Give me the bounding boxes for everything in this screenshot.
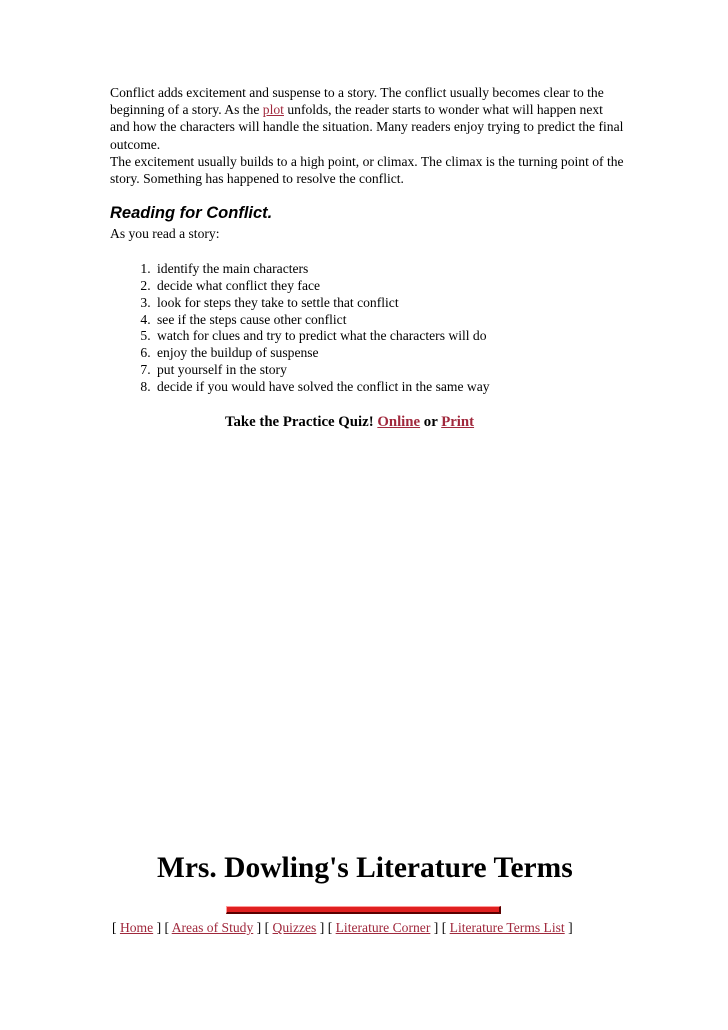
list-item: 6. enjoy the buildup of suspense [154, 345, 625, 362]
practice-quiz-line [225, 414, 474, 431]
steps-list [110, 261, 625, 395]
content-area [110, 84, 625, 396]
literature-terms-list-link[interactable]: Literature Terms List [449, 920, 565, 935]
print-quiz-link[interactable]: Print [441, 414, 475, 430]
intro-text-before: Conflict adds excitement and suspense to a story. The conflict usually becomes clear to the beginning of a story. As the [110, 85, 604, 118]
bracket: [ [327, 920, 333, 935]
literature-corner-link[interactable]: Literature Corner [335, 920, 431, 935]
list-item: 3. look for steps they take to settle that conflict [154, 295, 625, 312]
section-heading: Reading for Conflict. [110, 204, 273, 223]
list-item: 2. decide what conflict they face [154, 278, 625, 295]
list-item: 1. identify the main characters [154, 261, 625, 278]
bracket: ] [156, 920, 162, 935]
list-item: 8. decide if you would have solved the conflict in the same way [154, 379, 625, 396]
bracket: [ [264, 920, 270, 935]
bracket: [ [164, 920, 170, 935]
online-quiz-link[interactable]: Online [377, 414, 421, 430]
site-title: Mrs. Dowling's Literature Terms [157, 852, 573, 884]
plot-link[interactable]: plot [262, 102, 284, 118]
intro-paragraph [110, 84, 625, 187]
bracket: [ [441, 920, 447, 935]
footer-navigation [112, 919, 573, 936]
bracket: ] [319, 920, 325, 935]
bracket: ] [433, 920, 439, 935]
list-item: 7. put yourself in the story [154, 362, 625, 379]
or-text: or [423, 414, 438, 430]
list-item: 4. see if the steps cause other conflict [154, 312, 625, 329]
bracket: ] [256, 920, 262, 935]
divider-bar [226, 906, 501, 914]
section-intro: As you read a story: [110, 226, 220, 242]
areas-of-study-link[interactable]: Areas of Study [171, 920, 254, 935]
home-link[interactable]: Home [119, 920, 154, 935]
bracket: ] [568, 920, 573, 935]
practice-quiz-label: Take the Practice Quiz! [225, 414, 374, 430]
bracket: [ [112, 920, 117, 935]
intro-text-after: unfolds, the reader starts to wonder what will happen next and how the characters will handle the situation. Many readers enjoy trying to predict the final outcome. [110, 102, 624, 152]
climax-text: The excitement usually builds to a high point, or climax. The climax is the turning point of the story. Something has happened to resolve the conflict. [110, 153, 624, 187]
list-item: 5. watch for clues and try to predict what the characters will do [154, 328, 625, 345]
quizzes-link[interactable]: Quizzes [272, 920, 317, 935]
